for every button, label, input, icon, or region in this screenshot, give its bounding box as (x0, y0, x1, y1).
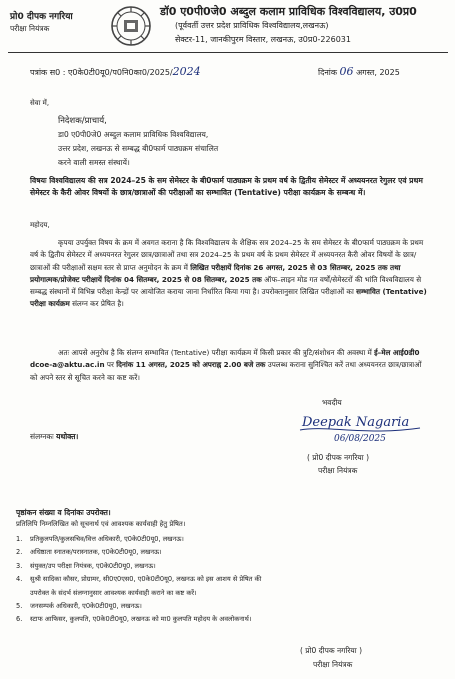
exam-dates-bold: लिखित परीक्षायें दिनांक 26 अगस्त, 2025 से 03 सितम्बर, 2025 तक तथा प्रयोगात्मक/प्रोजेक्ट परीक्षायें दिनांक 04 सितम्बर, 2025 से 08 सितम्बर, 2025 तक (30, 262, 401, 284)
attachment-value: यथोक्त। (56, 432, 79, 441)
endorsement-signatory-name: ( प्रो0 दीपक नगरिया ) (300, 646, 363, 655)
paragraph-text: संलग्न कर प्रेषित है। (72, 299, 124, 309)
signatory-role: परीक्षा नियंत्रक (318, 466, 358, 475)
date-handwritten-day: 06 (339, 65, 354, 78)
signature-date: 06/08/2025 (334, 434, 386, 444)
list-item: 1. प्रतिकुलपति/कुलसचिव/वित्त अधिकारी, ए0के0टी0यू0, लखनऊ। (16, 535, 184, 543)
list-item: 3. संयुक्त/उप परीक्षा नियंत्रक, ए0के0टी0यू0, लखनऊ। (16, 561, 156, 570)
body-paragraph-2 (30, 347, 428, 384)
copy-list (16, 533, 261, 627)
attachment-label: संलग्नकः (30, 432, 54, 441)
paragraph-text: अतः आपसे अनुरोध है कि संलग्न सम्भावित (Tentative) परीक्षा कार्यक्रम में किसी प्रकार की त्रुटि/संशोधन की अवस्था में (58, 348, 372, 357)
sender-name: प्रो0 दीपक नगरिया (10, 12, 73, 22)
date-label: दिनांक (318, 68, 337, 77)
letter-date (318, 66, 400, 78)
body-paragraph-1 (30, 237, 428, 311)
subject-label: विषयः (30, 176, 47, 185)
signature-scrawl: Deepak Nagaria (302, 415, 410, 430)
list-item: 6. स्टाफ आफिसर, कुलपति, ए0के0टी0यू0, लखनऊ को मा0 कुलपति महोदय के अवलोकनार्थ। (16, 615, 252, 624)
endorsement-signatory-role: परीक्षा नियंत्रक (313, 660, 353, 669)
greeting: महोदय, (30, 221, 50, 229)
list-item: 2. अधिष्ठाता स्नातक/परास्नातक, ए0के0टी0यू0, लखनऊ। (16, 548, 162, 557)
paragraph-text: पर (106, 360, 114, 370)
university-former-name: (पूर्ववर्ती उत्तर प्रदेश प्राविधिक विश्वविद्यालय,लखनऊ) (175, 21, 329, 30)
sender-block (10, 11, 73, 35)
signatory-name: ( प्रो0 दीपक नगरिया ) (307, 453, 370, 462)
recipient-address (58, 114, 218, 170)
subject-text: विश्वविद्यालय की सत्र 2024–25 के सम सेमेस्टर के बी0फार्म पाठ्यक्रम के प्रथम वर्ष के द्वितीय सेमेस्टर में अध्ययनरत रेगुलर एवं प्रथम सेमेस्टर के कैरी ओवर विषयों के छात्र/छात्राओं की परीक्षाओं का सम्भावित (Tentative) परीक्षा कार्यक्रम के सम्बन्ध में। (30, 176, 423, 197)
paragraph-text: कृपया उपर्युक्त विषय के क्रम में अवगत कराना है कि विश्वविद्यालय के शैक्षिक सत्र 2024–25 के सम सेमेस्टर के बी0फार्म पाठ्यक्रम के प्रथम वर्ष के द्वितीय सेमेस्टर में अध्ययनरत रेगुलर छात्र/छात्राओं तथा सत्र 2024–25 के प्रथम वर्ष के प्रथम सेमेस्टर में अध्ययनरत कैरी ओवर विषयों के छात्र/छात्राओं की परीक्षाओं सक्षम स्तर से प्राप्त अनुमोदन के क्रम में (30, 238, 424, 272)
attachment-note (30, 431, 78, 442)
date-month-year: अगस्त, 2025 (356, 68, 400, 77)
endorsement-title: पृष्ठांकन संख्या व दिनांकः उपरोक्त। (16, 508, 111, 517)
list-item: 5. जनसम्पर्क अधिकारी, ए0के0टी0यू0, लखनऊ। (16, 602, 142, 611)
university-name: डॉ0 ए0पी0जे0 अब्दुल कलाम प्राविधिक विश्वविद्यालय, उ0प्र0 (160, 5, 417, 18)
reference-number (30, 66, 201, 78)
deadline-bold: दिनांक 11 अगस्त, 2025 को अपराह्न 2.00 बजे तक (116, 360, 266, 370)
list-item: 4. सुश्री सादिका कौसर, प्रोग्रामर, सी0ए0एस0, ए0के0टी0यू0, लखनऊ को इस आशय से प्रेषित की (16, 575, 262, 584)
email-address-bold: ई–मेल आई0डी0 dcoe-a@aktu.ac.in (30, 348, 420, 370)
sender-role: परीक्षा नियंत्रक (10, 24, 50, 33)
subject-line (30, 175, 430, 199)
header-divider (8, 52, 448, 53)
reference-label: पत्रांक स0 : ए0के0टी0यू0/प0नि0का0/2025/ (30, 68, 173, 77)
recipient-line: उत्तर प्रदेश, लखनऊ से सम्बद्ध बी0फार्म पाठ्यक्रम संचालित (58, 144, 219, 153)
salutation: सेवा में, (30, 99, 50, 107)
handwritten-signature (296, 408, 426, 446)
endorsement-intro: प्रतिलिपि निम्नलिखित को सूचनार्थ एवं आवश्यक कार्यवाही हेतु प्रेषित। (16, 520, 186, 528)
paragraph-text: ऑफ–लाइन मोड गत वर्षों/सेमेस्टरों की भांति विश्वविद्यालय से सम्बद्ध संस्थानों में विभिन्न परीक्षा केन्द्रों पर आयोजित कराया जाना निर्धारित किया गया है। उपरोक्तानुसार लिखित परीक्षाओं का (30, 274, 422, 297)
closing: भवदीय (322, 398, 342, 407)
recipient-line: निदेशक/प्राचार्य, (58, 116, 107, 126)
paragraph-text: उपलब्ध कराना सुनिश्चित करें तथा अध्ययनरत छात्र/छात्राओं को अपने स्तर से सूचित करने का कष्ट करें। (30, 360, 422, 382)
university-address: सेक्टर-11, जानकीपुरम विस्तार, लखनऊ, उ0प्र0-226031 (175, 35, 351, 44)
list-item: उपरोक्त के संदर्भ संलग्नानुसार आवश्यक कार्यवाही कराने का कष्ट करें। (30, 588, 197, 597)
reference-handwritten-number: 2024 (172, 65, 201, 78)
tentative-schedule-bold: सम्भावित (Tentative) परीक्षा कार्यक्रम (30, 287, 427, 309)
recipient-line: डा0 ए0पी0जे0 अब्दुल कलाम प्राविधिक विश्वविद्यालय, (58, 130, 209, 139)
recipient-line: करने वाली समस्त संस्थायें। (58, 158, 130, 167)
university-logo-icon (110, 5, 152, 47)
